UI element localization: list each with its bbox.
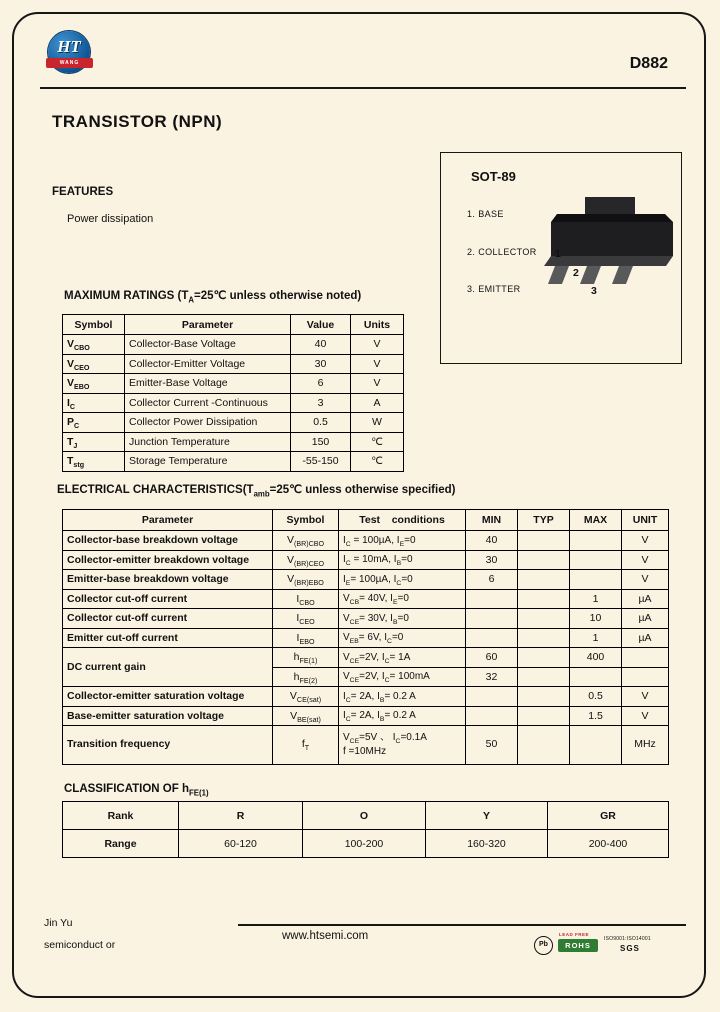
cell-typ: [518, 531, 570, 551]
rohs-badge: ROHS: [558, 939, 598, 952]
table-row: [63, 550, 669, 570]
table-row: [63, 628, 669, 648]
table-row: [63, 393, 404, 413]
table-row: [63, 354, 404, 374]
cell-units: V: [351, 374, 404, 394]
cell-symbol: $V_{(BR)EBO}$: [273, 570, 339, 590]
max-ratings-heading: MAXIMUM RATINGS ($T_A=25℃$ unless otherwise noted): [64, 290, 362, 305]
cell-min: 30: [466, 550, 518, 570]
cell-parameter: Collector cut-off current: [63, 589, 273, 609]
table-row: [63, 726, 669, 765]
cell-parameter: Emitter cut-off current: [63, 628, 273, 648]
sgs-logo: SGS: [620, 944, 640, 953]
cell-max: 1: [570, 589, 622, 609]
cell-typ: [518, 648, 570, 668]
footer-divider: [238, 924, 686, 926]
cell-unit: µA: [622, 589, 669, 609]
cell-value: 0.5: [291, 413, 351, 433]
cell-conditions: $V_{CE}=2V$, $I_C= 1A$: [339, 648, 466, 668]
col-header-typ: TYP: [518, 510, 570, 531]
cell-units: A: [351, 393, 404, 413]
cell-symbol: $V_{CBO}$: [63, 335, 125, 355]
cell-typ: [518, 667, 570, 687]
website-link[interactable]: www.htsemi.com: [282, 930, 369, 942]
cell-unit: µA: [622, 628, 669, 648]
cell-symbol: $h_{FE(2)}$: [273, 667, 339, 687]
col-header-value: Value: [291, 315, 351, 335]
table-row: [63, 570, 669, 590]
table-row: [63, 531, 669, 551]
cell-max: 0.5: [570, 687, 622, 707]
cell-min: [466, 687, 518, 707]
cell-unit: V: [622, 687, 669, 707]
table-row: [63, 374, 404, 394]
logo-banner: WANG: [46, 58, 93, 68]
table-row: [63, 830, 669, 858]
col-header-unit: UNIT: [622, 510, 669, 531]
cell-conditions: $V_{EB}= 6V$, $I_C=0$: [339, 628, 466, 648]
cell-max: 10: [570, 609, 622, 629]
cell-parameter: Transition frequency: [63, 726, 273, 765]
pin-label-emitter: 3. EMITTER: [467, 284, 521, 294]
cell-unit: [622, 648, 669, 668]
cell-symbol: $I_{CBO}$: [273, 589, 339, 609]
cell-range-o: 100-200: [303, 830, 426, 858]
col-header-symbol: Symbol: [63, 315, 125, 335]
cell-rank-r: R: [179, 802, 303, 830]
cell-typ: [518, 706, 570, 726]
pb-free-icon: Pb: [534, 936, 553, 955]
table-header-row: [63, 510, 669, 531]
cell-value: 3: [291, 393, 351, 413]
classification-table: [62, 801, 669, 858]
cell-parameter: Emitter-base breakdown voltage: [63, 570, 273, 590]
cell-parameter: Collector Power Dissipation: [125, 413, 291, 433]
cell-symbol: $V_{CEO}$: [63, 354, 125, 374]
cell-min: 32: [466, 667, 518, 687]
cell-conditions: $V_{CE}=2V$, $I_C= 100mA$: [339, 667, 466, 687]
cell-unit: V: [622, 550, 669, 570]
cell-symbol: $I_{CEO}$: [273, 609, 339, 629]
cell-symbol: $I_C$: [63, 393, 125, 413]
cell-parameter: Storage Temperature: [125, 452, 291, 472]
cell-value: -55-150: [291, 452, 351, 472]
cell-max: [570, 550, 622, 570]
cell-min: [466, 628, 518, 648]
cell-typ: [518, 687, 570, 707]
cell-value: 150: [291, 432, 351, 452]
col-header-symbol: Symbol: [273, 510, 339, 531]
cell-min: 6: [466, 570, 518, 590]
cell-typ: [518, 726, 570, 765]
cell-max: [570, 531, 622, 551]
features-heading: FEATURES: [52, 186, 114, 198]
cell-min: [466, 706, 518, 726]
cell-units: V: [351, 335, 404, 355]
cell-max: [570, 570, 622, 590]
cell-unit: V: [622, 570, 669, 590]
cell-symbol: $I_{EBO}$: [273, 628, 339, 648]
col-header-parameter: Parameter: [125, 315, 291, 335]
col-header-min: MIN: [466, 510, 518, 531]
table-row: [63, 802, 669, 830]
cell-typ: [518, 628, 570, 648]
cell-min: [466, 589, 518, 609]
cell-symbol: $V_{(BR)CEO}$: [273, 550, 339, 570]
cell-unit: MHz: [622, 726, 669, 765]
cell-rank-o: O: [303, 802, 426, 830]
table-header-row: [63, 315, 404, 335]
cell-parameter: Emitter-Base Voltage: [125, 374, 291, 394]
cell-conditions: $I_C= 2A$, $I_B= 0.2$ A: [339, 706, 466, 726]
cell-rank-y: Y: [426, 802, 548, 830]
cell-parameter: DC current gain: [63, 648, 273, 687]
cell-unit: V: [622, 706, 669, 726]
cell-rank-gr: GR: [548, 802, 669, 830]
table-row: [63, 413, 404, 433]
company-name-line1: Jin Yu: [44, 917, 73, 929]
header-divider: [40, 87, 686, 89]
cell-range-gr: 200-400: [548, 830, 669, 858]
pin-label-collector: 2. COLLECTOR: [467, 247, 537, 257]
cell-typ: [518, 589, 570, 609]
lead-free-label: LEAD FREE: [559, 932, 590, 937]
cell-symbol: $V_{EBO}$: [63, 374, 125, 394]
cell-symbol: $f_T$: [273, 726, 339, 765]
table-row: [63, 687, 669, 707]
cell-max: 400: [570, 648, 622, 668]
cell-parameter: Collector-emitter breakdown voltage: [63, 550, 273, 570]
cell-value: 30: [291, 354, 351, 374]
cell-symbol: $V_{BE(sat)}$: [273, 706, 339, 726]
pin-number-3: 3: [591, 285, 597, 297]
cell-symbol: $T_{stg}$: [63, 452, 125, 472]
electrical-table: [62, 509, 669, 765]
max-ratings-table: [62, 314, 404, 472]
table-row: [63, 648, 669, 668]
page-title: TRANSISTOR (NPN): [52, 112, 223, 131]
cell-typ: [518, 550, 570, 570]
cell-units: ℃: [351, 432, 404, 452]
col-header-max: MAX: [570, 510, 622, 531]
table-row: [63, 432, 404, 452]
part-number: D882: [629, 55, 668, 72]
cell-max: 1: [570, 628, 622, 648]
col-header-parameter: Parameter: [63, 510, 273, 531]
pin-number-1: 1: [555, 248, 561, 260]
cell-parameter: Collector-Base Voltage: [125, 335, 291, 355]
cell-units: V: [351, 354, 404, 374]
cell-parameter: Base-emitter saturation voltage: [63, 706, 273, 726]
cell-units: W: [351, 413, 404, 433]
company-name-line2: semiconduct or: [44, 939, 116, 951]
company-logo: [48, 31, 92, 77]
pin-label-base: 1. BASE: [467, 209, 504, 219]
cell-conditions: $V_{CE}=5V$ 、 $I_C=0.1A$ f =10MHz: [339, 726, 466, 765]
cell-parameter: Collector-Emitter Voltage: [125, 354, 291, 374]
logo-text: HT: [57, 37, 81, 56]
sot89-package-drawing: [533, 193, 683, 293]
col-header-conditions: Test conditions: [339, 510, 466, 531]
cell-rank-label: Rank: [63, 802, 179, 830]
cell-symbol: $h_{FE(1)}$: [273, 648, 339, 668]
cell-max: [570, 726, 622, 765]
cell-parameter: Collector Current -Continuous: [125, 393, 291, 413]
cell-symbol: $P_C$: [63, 413, 125, 433]
col-header-units: Units: [351, 315, 404, 335]
cell-conditions: $I_C = 100\mu A$, $I_E=0$: [339, 531, 466, 551]
cell-parameter: Collector-emitter saturation voltage: [63, 687, 273, 707]
cell-min: 40: [466, 531, 518, 551]
cell-conditions: $I_E= 100\mu A$, $I_C=0$: [339, 570, 466, 590]
cell-units: ℃: [351, 452, 404, 472]
cell-min: 50: [466, 726, 518, 765]
package-outline-box: [440, 152, 682, 364]
cell-conditions: $V_{CE}= 30V$, $I_B=0$: [339, 609, 466, 629]
iso-certification-label: ISO9001:ISO14001: [604, 936, 651, 942]
cell-symbol: $V_{(BR)CBO}$: [273, 531, 339, 551]
cell-range-r: 60-120: [179, 830, 303, 858]
electrical-heading: ELECTRICAL $CHARACTERISTICS(T_{amb}=25℃$ unless otherwise specified): [57, 484, 456, 499]
cell-value: 6: [291, 374, 351, 394]
cell-conditions: $I_C= 2A$, $I_B= 0.2$ A: [339, 687, 466, 707]
cell-range-label: Range: [63, 830, 179, 858]
cell-symbol: $V_{CE(sat)}$: [273, 687, 339, 707]
cell-unit: V: [622, 531, 669, 551]
table-row: [63, 589, 669, 609]
pin-number-2: 2: [573, 267, 579, 279]
features-item: Power dissipation: [67, 213, 154, 225]
cell-range-y: 160-320: [426, 830, 548, 858]
cell-value: 40: [291, 335, 351, 355]
cell-conditions: $I_C = 10mA$, $I_B=0$: [339, 550, 466, 570]
cell-conditions: $V_{CB}= 40V$, $I_E=0$: [339, 589, 466, 609]
table-row: [63, 706, 669, 726]
cell-parameter: Collector-base breakdown voltage: [63, 531, 273, 551]
cell-min: 60: [466, 648, 518, 668]
cell-parameter: Junction Temperature: [125, 432, 291, 452]
cell-parameter: Collector cut-off current: [63, 609, 273, 629]
cell-symbol: $T_J$: [63, 432, 125, 452]
cell-min: [466, 609, 518, 629]
table-row: [63, 452, 404, 472]
cell-unit: µA: [622, 609, 669, 629]
table-row: [63, 335, 404, 355]
table-row: [63, 609, 669, 629]
cell-max: [570, 667, 622, 687]
cell-typ: [518, 570, 570, 590]
package-name: SOT-89: [471, 169, 516, 184]
cell-max: 1.5: [570, 706, 622, 726]
cell-typ: [518, 609, 570, 629]
classification-heading: CLASSIFICATION OF $h_{FE(1)}$: [64, 783, 209, 798]
cell-unit: [622, 667, 669, 687]
